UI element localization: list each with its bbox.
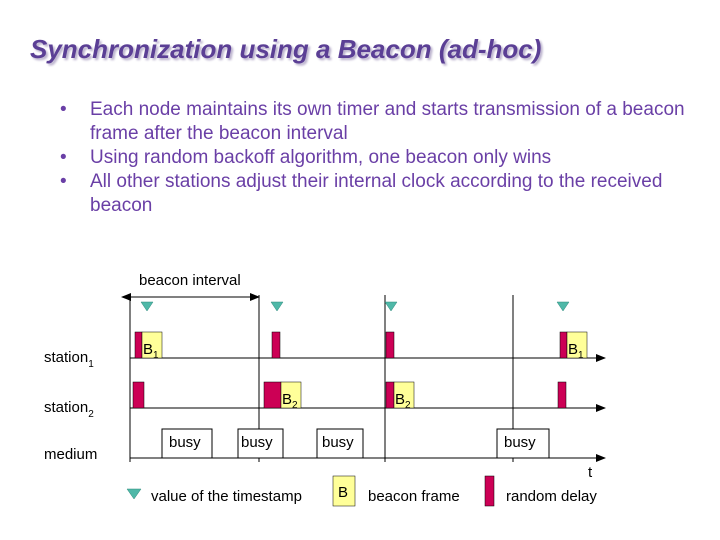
time-axis-label: t — [588, 464, 593, 481]
timestamp-triangle-icon — [385, 302, 397, 311]
busy-label: busy — [169, 434, 201, 451]
busy-label: busy — [322, 434, 354, 451]
random-delay-block — [264, 382, 281, 408]
random-delay-block — [560, 332, 567, 358]
bullet-item: • Using random backoff algorithm, one beacon only wins — [60, 146, 700, 170]
timestamp-triangle-icon — [557, 302, 569, 311]
random-delay-block — [133, 382, 144, 408]
slide-title: Synchronization using a Beacon (ad-hoc) — [30, 34, 542, 64]
legend-timestamp-label: value of the timestamp — [151, 488, 302, 505]
random-delay-block — [272, 332, 280, 358]
medium-label: medium — [44, 446, 98, 463]
random-delay-block — [386, 332, 394, 358]
timestamp-legend-icon — [127, 489, 141, 499]
station2-label: station$_2$ — [44, 399, 94, 420]
beacon-interval-label: beacon interval — [139, 272, 241, 289]
timestamp-triangle-icon — [141, 302, 153, 311]
beacon-label-b1: $B_1$ — [568, 341, 584, 361]
random-delay-legend-icon — [485, 476, 494, 506]
timestamp-triangle-icon — [271, 302, 283, 311]
random-delay-block — [558, 382, 566, 408]
legend-beacon-symbol: B — [338, 484, 349, 501]
legend-random-delay-label: random delay — [506, 488, 597, 505]
busy-label: busy — [241, 434, 273, 451]
busy-label: busy — [504, 434, 536, 451]
station1-label: station$_1$ — [44, 349, 94, 370]
beacon-label-b2: $B_2$ — [395, 391, 411, 411]
beacon-label-b1: $B_1$ — [143, 341, 159, 361]
beacon-label-b2: $B_2$ — [282, 391, 298, 411]
bullet-item: • All other stations adjust their internal clock according to the received beacon — [60, 170, 700, 218]
bullet-item: • Each node maintains its own timer and starts transmission of a beacon frame after the beacon interval — [60, 98, 700, 146]
legend-beacon-frame-label: beacon frame — [368, 488, 460, 505]
random-delay-block — [135, 332, 142, 358]
random-delay-block — [386, 382, 394, 408]
